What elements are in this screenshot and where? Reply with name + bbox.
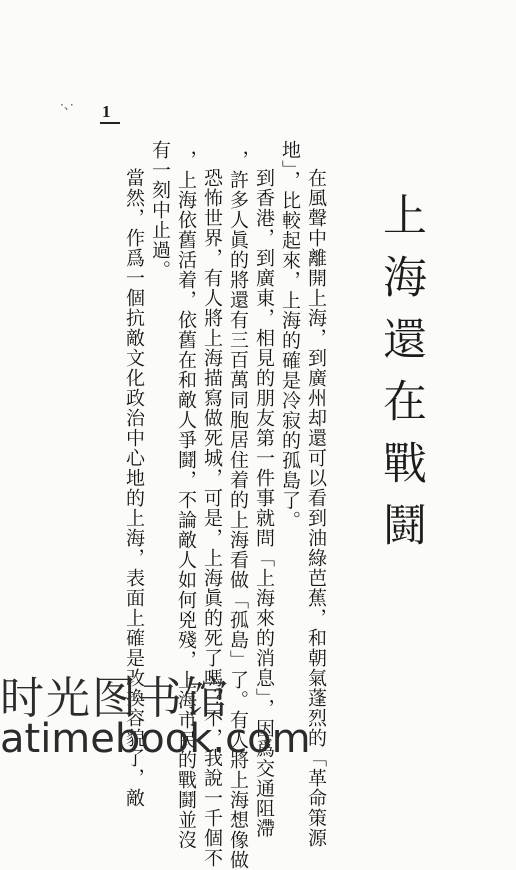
text-column-7: 有一刻中止過。 [149,140,171,280]
text-column-3: 到香港，到廣東，相見的朋友第一件事就問「上海來的消息」，因爲交通阻滯 [253,168,275,839]
text-column-4: ，許多人眞的將還有三百萬同胞居住着的上海看做「孤島」了。有人將上海想像做 [227,150,249,870]
page-number: 1 [102,102,111,121]
watermark-chinese: 时光图书馆 [0,673,230,724]
text-column-8: 當然，作爲一個抗敵文化政治中心地的上海，表面上確是改換容貌了，敵 [123,168,145,808]
text-column-5: 恐怖世界，有人將上海描寫做死城，可是，上海眞的死了嗎？不，我說一千個不 [201,168,223,868]
text-column-1: 在風聲中離開上海，到廣州却還可以看到油綠芭蕉，和朝氣蓬烈的「革命策源 [305,168,327,848]
corner-mark: ·、· [60,98,74,112]
text-column-2: 地」，比較起來，上海的確是冷寂的孤島了。 [279,140,301,531]
page-title: 上海還在戰鬪 [375,192,426,564]
watermark-url: atimebook.com [0,716,311,762]
text-column-6: ，上海依舊活着，依舊在和敵人爭鬪，不論敵人如何兇殘，上海市民的戰鬪並沒 [175,150,197,850]
page-number-rule [100,122,120,124]
